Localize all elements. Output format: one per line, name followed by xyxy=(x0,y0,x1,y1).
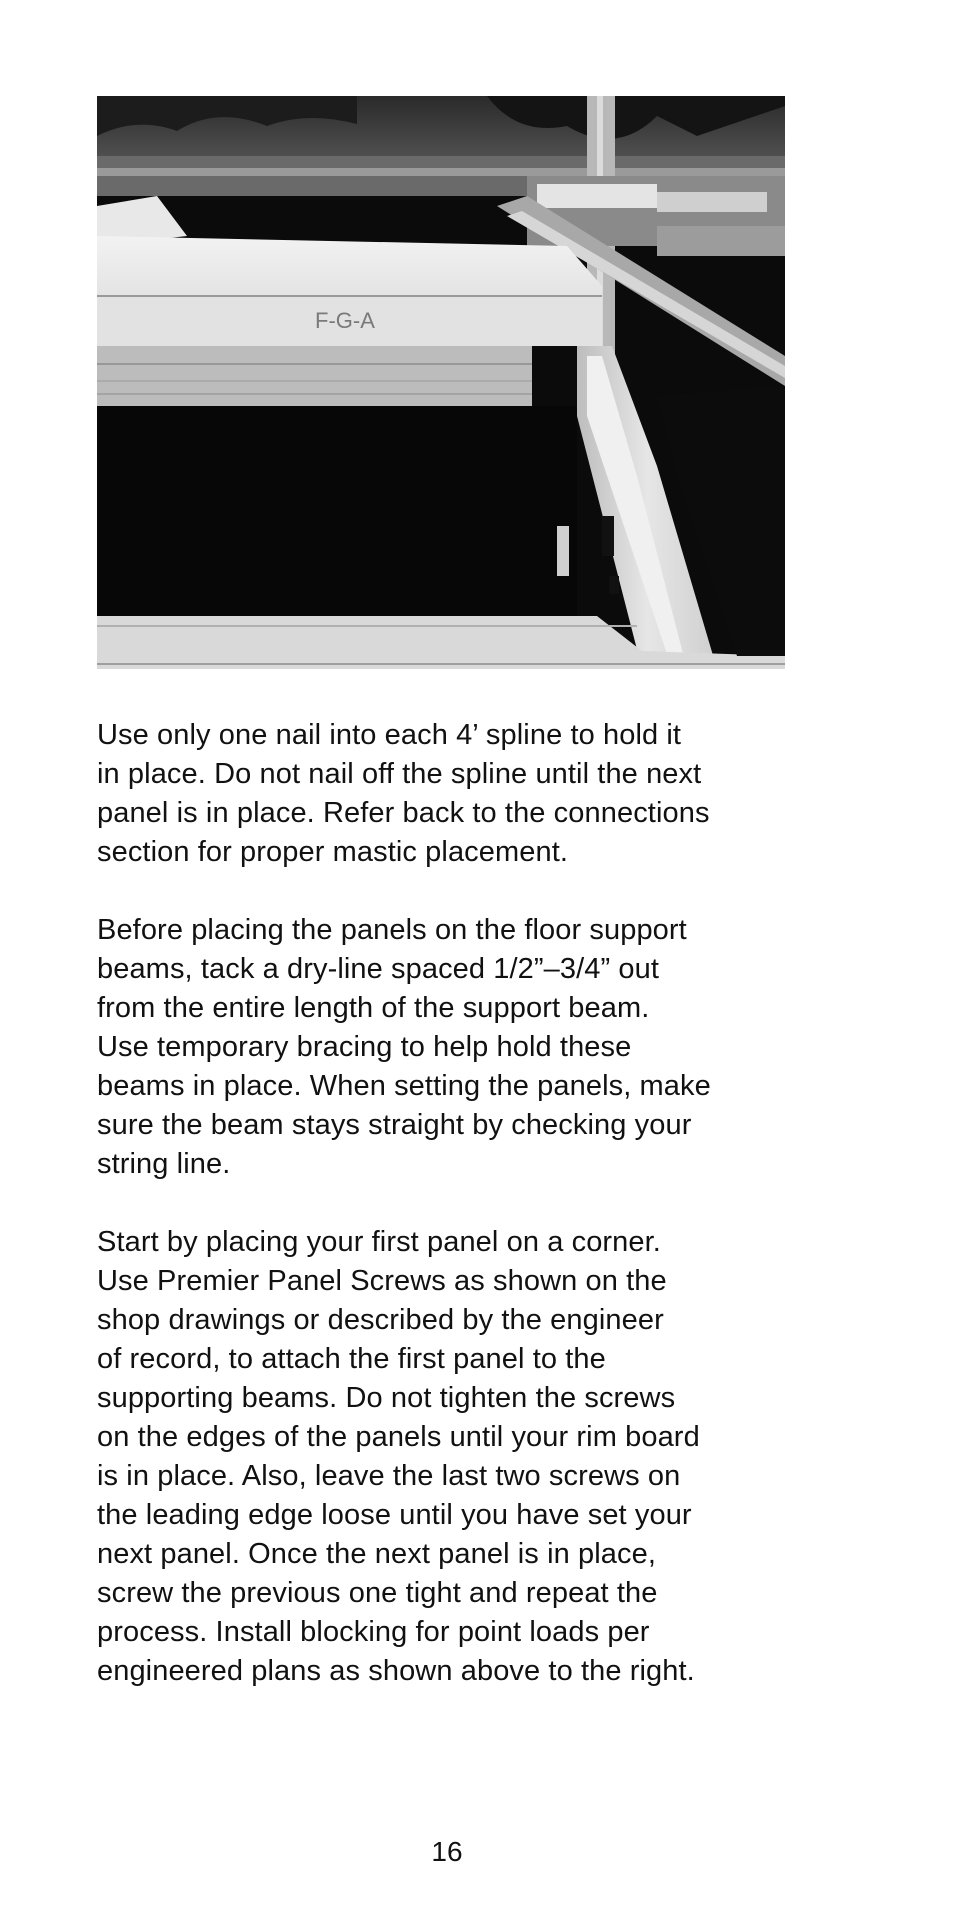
page-number: 16 xyxy=(431,1836,463,1867)
panel-marking: F-G-A xyxy=(315,308,375,333)
paragraph-spline-nailing: Use only one nail into each 4’ spline to hold it in place. Do not nail off the spline until the next panel is in place. Refer back to the connections section for proper mastic placement. xyxy=(97,719,710,868)
paragraph-first-panel: Start by placing your first panel on a corner. Use Premier Panel Screws as shown on the shop drawings or described by the engineer of record, to attach the first panel to the supporting beams. Do not tighten the screws on the edges of the panels until your rim board is in place. Also, leave the last two screws on the leading edge loose until you have set your next panel. Once the next panel is in place, screw the previous one tight and repeat the process. Install blocking for point loads per engineered plans as shown above to the right. xyxy=(97,1226,700,1687)
instruction-text xyxy=(97,716,797,1730)
photo-image xyxy=(97,96,785,669)
construction-photo xyxy=(97,96,785,669)
paragraph-dry-line: Before placing the panels on the floor support beams, tack a dry-line spaced 1/2”–3/4” out from the entire length of the support beam. Use temporary bracing to help hold these beams in place. When setting the panels, make sure the beam stays straight by checking your string line. xyxy=(97,914,711,1180)
